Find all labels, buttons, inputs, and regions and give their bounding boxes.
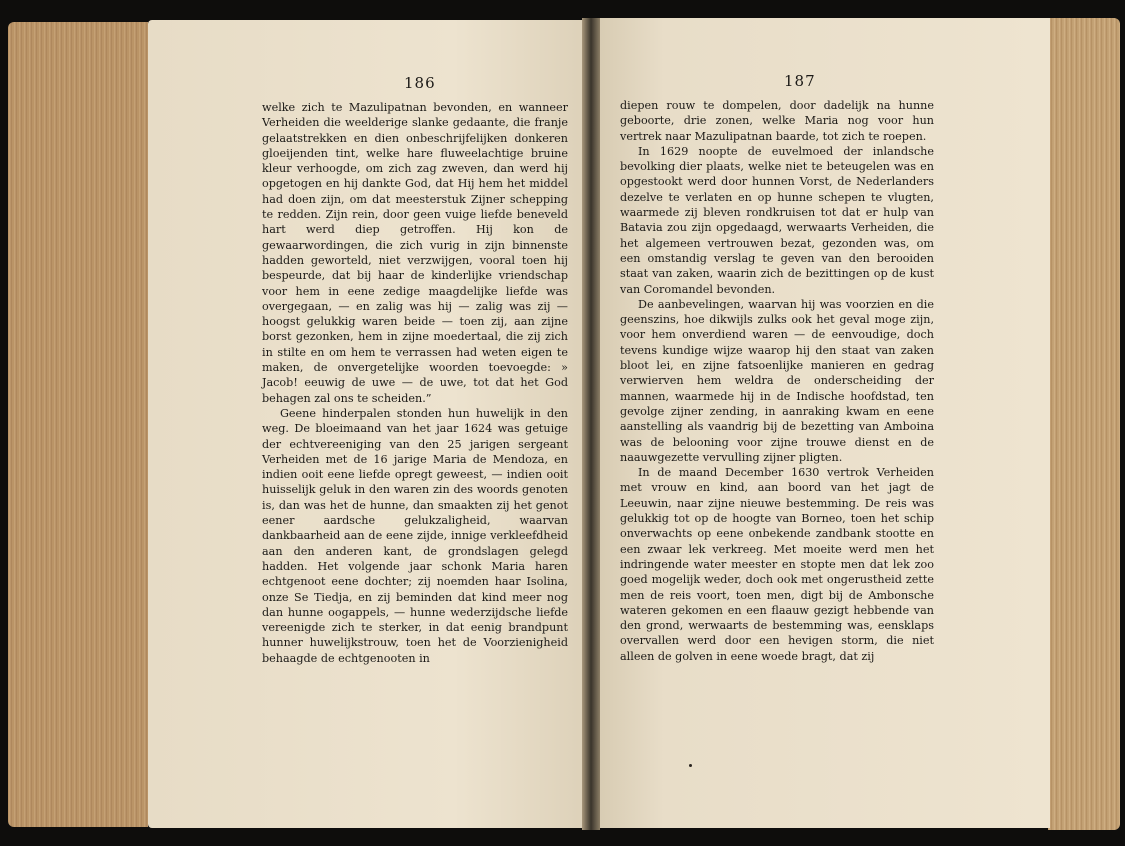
book-edge-left — [8, 22, 148, 827]
right-paragraph-4: In de maand December 1630 vertrok Verheiden met vrouw en kind, aan boord van het jagt de Leeuwin, naar zijne nieuwe bestemming. De reis was gelukkig tot op de hoogte van Borneo, toen het schip onverwachts op eene onbekende zandbank stootte en een zwaar lek verkreeg. Met moeite werd men het indringende water meester en stopte men dat lek zoo goed mogelijk weder, doch ook met ongerustheid zette men de reis voort, toen men, digt bij de Ambonsche wateren gekomen en een flaauw gezigt hebbende van den grond, werwaarts de bestemming was, eensklaps overvallen werd door een hevigen storm, die niet alleen de golven in eene woede bragt, dat zij — [620, 466, 934, 663]
left-paragraph-1: welke zich te Mazulipatnan bevonden, en wanneer Verheiden die weelderige slanke gedaante, die franje gelaatstrekken en dien onbeschrijfelijken donkeren gloeijenden tint, welke hare fluweelachtige bruine kleur verhoogde, om zich zag zweven, dan werd hij opgetogen en hij dankte God, dat Hij hem het middel had doen zijn, om dat meesterstuk Zijner schepping te redden. Zijn rein, door geen vuige liefde beneveld hart werd diep getroffen. Hij kon de gewaarwordingen, die zich vurig in zijn binnenste hadden geworteld, niet verzwijgen, vooral toen hij bespeurde, dat bij haar de kinderlijke vriendschap voor hem in eene zedige maagdelijke liefde was overgegaan, — en zalig was hij — zalig was zij — hoogst gelukkig waren beide — toen zij, aan zijne borst gezonken, hem in zijne moedertaal, die zij zich in stilte en om hem te verrassen had weten eigen te maken, de onvergetelijke woorden toevoegde: » Jacob! eeuwig de uwe — de uwe, tot dat het God behagen zal ons te scheiden.” — [262, 101, 568, 405]
book-edge-right — [1048, 18, 1120, 830]
left-paragraph-2: Geene hinderpalen stonden hun huwelijk in den weg. De bloeimaand van het jaar 1624 was getuige der echtvereeniging van den 25 jarigen sergeant Verheiden met de 16 jarige Maria de Mendoza, en indien ooit eene liefde opregt geweest, — indien ooit huisselijk geluk in den waren zin des woords genoten is, dan was het de hunne, dan smaakten zij het genot eener aardsche gelukzaligheid, waarvan dankbaarheid aan de eene zijde, innige verkleefdheid aan den anderen kant, de grondslagen gelegd hadden. Het volgende jaar schonk Maria haren echtgenoot eene dochter; zij noemden haar Isolina, onze Se Tiedja, en zij beminden dat kind meer nog dan hunne oogappels, — hunne wederzijdsche liefde vereenigde zich te sterker, in dat eenig brandpunt hunner huwelijkstrouw, toen het de Voorzienigheid behaagde de echtgenooten in — [262, 406, 568, 665]
right-paragraph-2: In 1629 noopte de euvelmoed der inlandsche bevolking dier plaats, welke niet te beteugelen was en opgestookt werd door hunnen Vorst, de Nederlanders dezelve te verlaten en op hunne schepen te vlugten, waarmede zij bleven rondkruisen tot dat er hulp van Batavia zou zijn opgedaagd, werwaarts Verheiden, die het algemeen vertrouwen bezat, gezonden was, om een omstandig verslag te geven van den berooiden staat van zaken, waarin zich de bezittingen op de kust van Coromandel bevonden. — [620, 144, 934, 296]
paper-speck — [689, 764, 692, 767]
book-gutter — [582, 18, 600, 830]
left-page-text — [262, 100, 568, 666]
left-page-number: 186 — [404, 74, 436, 92]
right-page-text — [620, 98, 934, 664]
right-page-number: 187 — [784, 72, 816, 90]
right-paragraph-1: diepen rouw te dompelen, door dadelijk na hunne geboorte, drie zonen, welke Maria nog voor hun vertrek naar Mazulipatnan baarde, tot zich te roepen. — [620, 99, 934, 143]
right-paragraph-3: De aanbevelingen, waarvan hij was voorzien en die geenszins, hoe dikwijls zulks ook het geval moge zijn, voor hem onverdiend waren — de eenvoudige, doch tevens kundige wijze waarop hij den staat van zaken bloot lei, en zijne fatsoenlijke manieren en gedrag verwierven hem weldra de onderscheiding der mannen, waarmede hij in de Indische hoofdstad, ten gevolge zijner zending, in aanraking kwam en eene aanstelling als vaandrig bij de bezetting van Amboina was de belooning voor zijne trouwe dienst en de naauwgezette vervulling zijner pligten. — [620, 297, 934, 464]
